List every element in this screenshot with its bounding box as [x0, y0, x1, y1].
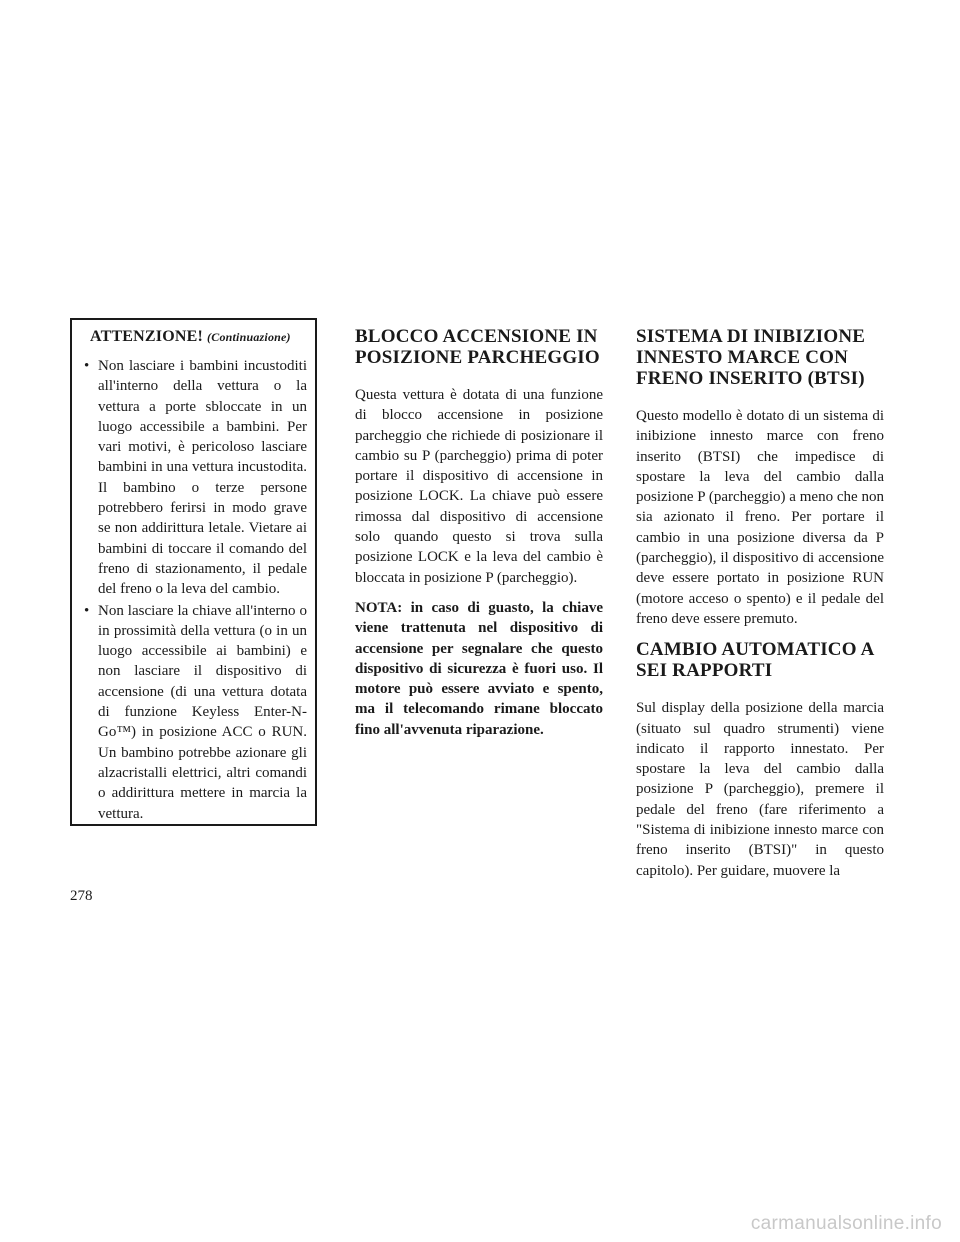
warning-item-text: Non lasciare la chiave all'interno o in prossimità della vettura (o in un luogo accessibile ai bambini) e non lasciare il dispositivo di accensione (di una vettura dotata di funzione Keyless Enter-N-Go™) in posizione ACC o RUN. Un bambino potrebbe azionare gli alzacristalli elettrici, altri comandi o addirittura mettere in marcia la vettura.	[98, 602, 307, 822]
warning-item	[84, 601, 307, 824]
page-number: 278	[70, 888, 93, 904]
warning-list	[84, 356, 307, 824]
park-lock-note: NOTA: in caso di guasto, la chiave viene trattenuta nel dispositivo di accensione per segnalare che questo dispositivo di sicurezza è fuori uso. Il motore può essere avviato e spento, ma il telecomando rimane bloccato fino all'avvenuta riparazione.	[355, 599, 603, 738]
btsi-body: Questo modello è dotato di un sistema di inibizione innesto marce con freno inserito (BTSI) che impedisce di spostare la leva del cambio dalla posizione P (parcheggio) a meno che non sia azionato il freno. Per portare il cambio in una posizione diversa da P (parcheggio), il dispositivo di accensione deve essere portato in posizione RUN (motore acceso o spento) e il pedale del freno deve essere premuto.	[636, 408, 884, 627]
watermark: carmanualsonline.info	[750, 1213, 942, 1234]
warning-continued-label: (Continuazione)	[207, 330, 291, 344]
column-btsi	[636, 326, 884, 891]
park-lock-heading: BLOCCO ACCENSIONE IN POSIZIONE PARCHEGGIO	[355, 326, 600, 368]
auto-trans-heading: CAMBIO AUTOMATICO A SEI RAPPORTI	[636, 639, 874, 682]
btsi-heading: SISTEMA DI INIBIZIONE INNESTO MARCE CON FRENO INSERITO (BTSI)	[636, 326, 866, 389]
warning-box	[70, 318, 317, 826]
park-lock-body: Questa vettura è dotata di una funzione di blocco accensione in posizione parcheggio che richiede di posizionare il cambio su P (parcheggio) prima di poter portare il dispositivo di accensione in posizione LOCK. La chiave può essere rimossa dal dispositivo di accensione solo quando questo si trova sulla posizione LOCK e la leva del cambio è bloccata in posizione P (parcheggio).	[355, 387, 603, 586]
column-park-lock	[355, 326, 603, 740]
auto-trans-body: Sul display della posizione della marcia (situato sul quadro strumenti) viene indicato il rapporto innestato. Per spostare la leva del cambio dalla posizione P (parcheggio), premere il pedale del freno (fare riferimento a "Sistema di inibizione innesto marce con freno inserito (BTSI)" in questo capitolo). Per guidare, muovere la	[636, 700, 884, 879]
bullet-icon: •	[84, 358, 90, 374]
warning-item-text: Non lasciare i bambini incustoditi all'interno della vettura o la vettura a porte sbloccate in un luogo accessibile a bambini. Per vari motivi, è pericoloso lasciare bambini in una vettura incustodita. Il bambino o terze persone potrebbero ferirsi in modo grave se non addirittura letale. Vietare ai bambini di toccare il comando del freno di stazionamento, il pedale del freno o la leva del cambio.	[98, 358, 307, 598]
warning-title	[90, 328, 307, 346]
warning-title-text: ATTENZIONE!	[90, 328, 204, 345]
bullet-icon: •	[84, 602, 90, 619]
warning-item	[84, 356, 307, 600]
